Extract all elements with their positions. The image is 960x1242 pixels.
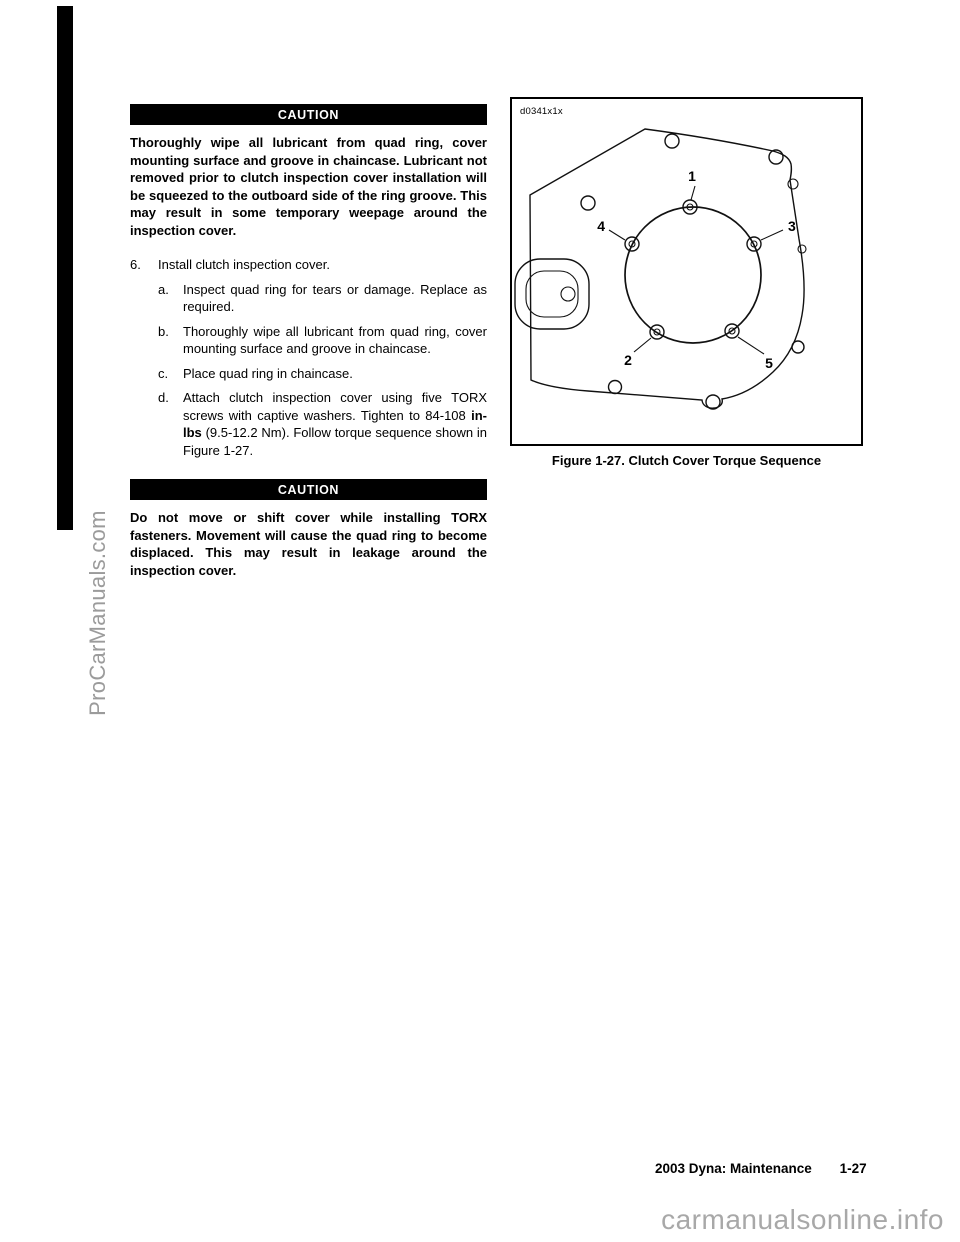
- substep-c-text: Place quad ring in chaincase.: [183, 365, 353, 381]
- substep-b-text: Thoroughly wipe all lubricant from quad ring, cover mounting surface and groove in chaincase.: [183, 323, 487, 356]
- step-6: [130, 256, 487, 274]
- caution-banner-1: [130, 104, 487, 125]
- substep-a-text: Inspect quad ring for tears or damage. Replace as required.: [183, 281, 487, 314]
- leader-3: [761, 230, 783, 240]
- bolt-hole-left: [581, 196, 595, 210]
- bolt-hole-top: [665, 134, 679, 148]
- torque-callout-2: 2: [624, 352, 632, 368]
- substep-c-letter: c.: [158, 365, 169, 381]
- footer-page-number: 1-27: [839, 1161, 867, 1176]
- substep-a-letter: a.: [158, 281, 169, 297]
- text-column: [130, 104, 487, 579]
- figure-box: [510, 97, 863, 446]
- figure-caption: Figure 1-27. Clutch Cover Torque Sequence: [551, 453, 822, 468]
- caution-banner-2-label: CAUTION: [277, 483, 340, 497]
- torque-callout-5: 5: [765, 355, 773, 371]
- caution-2-text: Do not move or shift cover while installing TORX fasteners. Movement will cause the quad ring to become displaced. This may result in leakage around the inspection cover.: [130, 510, 487, 578]
- substep-a: [158, 281, 487, 316]
- cover-slot-inner: [526, 271, 578, 317]
- caution-banner-1-label: CAUTION: [277, 108, 340, 122]
- edge-notch-upper: [788, 179, 798, 189]
- leader-2: [634, 338, 651, 352]
- step-6-number: 6.: [130, 257, 141, 272]
- substep-d-text-after: (9.5-12.2 Nm). Follow torque sequence shown in Figure 1-27.: [183, 425, 487, 458]
- watermark-carmanualsonline: carmanualsonline.info: [661, 1204, 944, 1235]
- figure-column: [510, 97, 863, 468]
- page-footer: [655, 1161, 867, 1176]
- step-6-text: Install clutch inspection cover.: [158, 257, 330, 272]
- left-margin-rule: [57, 6, 73, 530]
- leader-5: [738, 337, 764, 354]
- substep-d-letter: d.: [158, 390, 169, 405]
- watermark-procarmanuals: ProCarManuals.com: [85, 510, 110, 716]
- cover-outline: [530, 129, 804, 408]
- clutch-cover-diagram: [512, 99, 861, 444]
- substep-d: [158, 389, 487, 459]
- leader-4: [609, 230, 625, 240]
- substep-b-letter: b.: [158, 323, 169, 339]
- torque-callout-1: 1: [688, 168, 696, 184]
- footer-section-title: 2003 Dyna: Maintenance: [655, 1161, 812, 1176]
- substep-c: [158, 365, 487, 383]
- torque-callout-3: 3: [788, 218, 796, 234]
- slot-hole: [561, 287, 575, 301]
- edge-notch-lower: [798, 245, 806, 253]
- torque-callout-4: 4: [597, 218, 605, 234]
- substep-d-text-bold: in-lbs: [183, 407, 487, 440]
- caution-1-text: Thoroughly wipe all lubricant from quad ring, cover mounting surface and groove in chaincase. Lubricant not removed prior to clutch inspection cover installation will be squeezed to the outboard side of the ring groove. This may result in some temporary weepage around the inspection cover.: [130, 135, 487, 238]
- substep-d-text: [183, 389, 487, 459]
- leader-1: [691, 186, 695, 200]
- substep-d-text-before: Attach clutch inspection cover using five TORX screws with captive washers. Tighten to 84-108: [183, 390, 487, 423]
- inspection-cover-circle: [625, 207, 761, 343]
- caution-banner-2: [130, 479, 487, 500]
- bolt-hole-bottom-center: [706, 395, 720, 409]
- substep-b: [158, 323, 487, 358]
- bolt-hole-bottom-left: [609, 381, 622, 394]
- caution-2-section: [130, 479, 487, 579]
- figure-drawing-code: d0341x1x: [520, 106, 563, 117]
- bolt-hole-right: [792, 341, 804, 353]
